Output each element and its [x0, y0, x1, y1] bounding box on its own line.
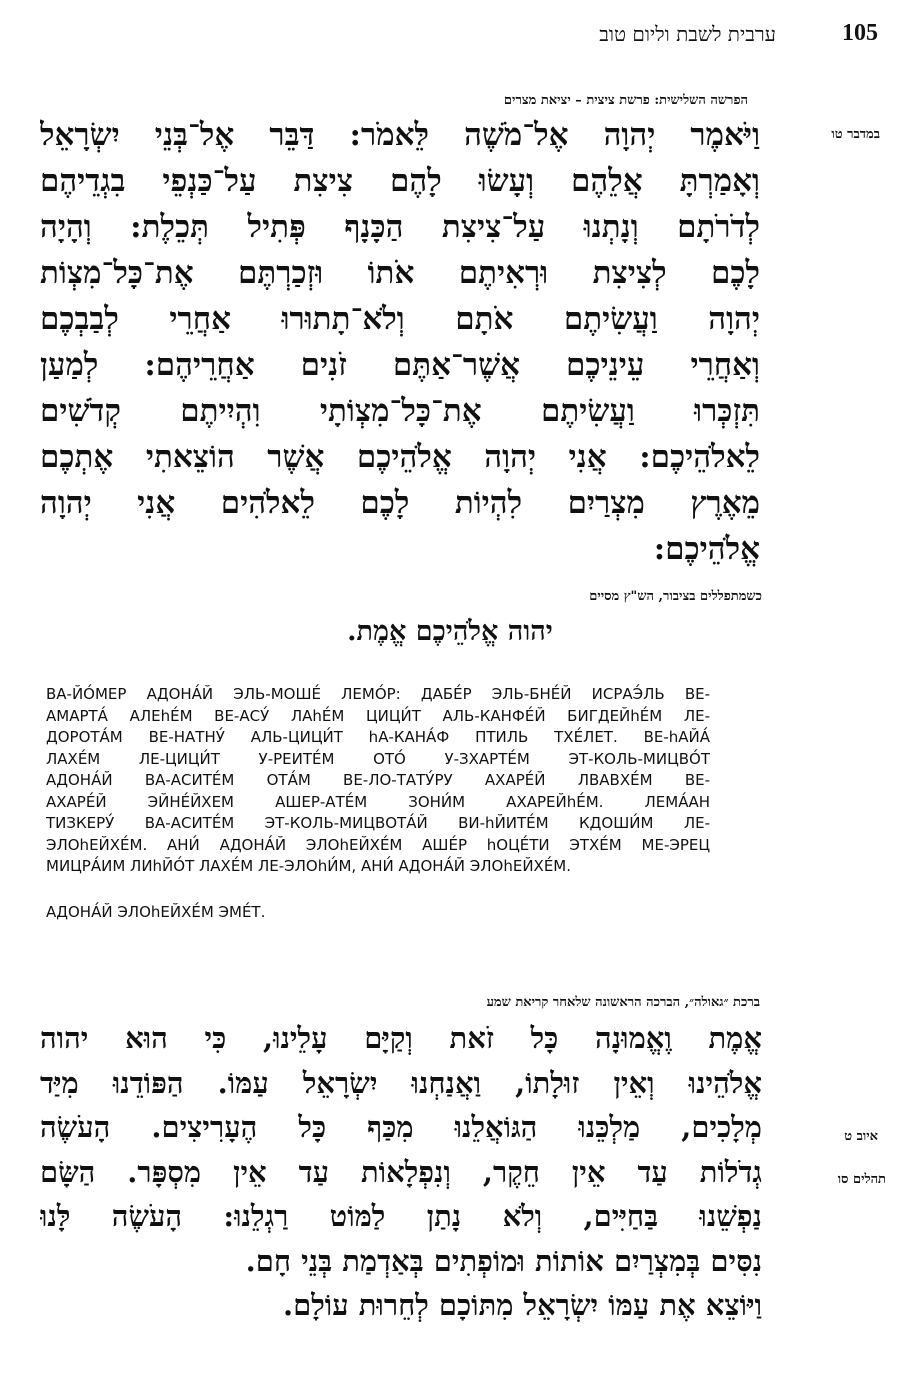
text-line: אֱלֹהֵיכֶם: — [653, 531, 760, 567]
translit-line: ЭЛОhЕЙХЕ́М. АНИ́ АДОНА́Й ЭЛОhЕЙХЕ́М АШЕ́Р hОЦЕ́ТИ ЭТХЕ́М МЕ-ЭРЕЦ — [46, 835, 710, 854]
text-line: נִסִּים בְּמִצְרַיִם אוֹתוֹת וּמוֹפְתִים בְּאַדְמַת בְּנֵי חָם. — [245, 1243, 762, 1278]
translit-amen-line: АДОНА́Й ЭЛОhЕЙХЕ́М ЭМЕ́Т. — [46, 903, 266, 921]
text-line: גְדֹלוֹת עַד אֵין חֵקֶר, וְנִפְלָאוֹת עַד אֵין מִסְפָּר. הַשָּׂם — [40, 1154, 762, 1189]
text-line: וַיֹּאמֶר יְהוָה אֶל־מֹשֶׁה לֵּאמֹר: דַּבֵּר אֶל־בְּנֵי יִשְׂרָאֵל — [40, 117, 760, 153]
section-heading: הפרשה השלישית: פרשת ציצית – יציאת מצרים — [503, 93, 748, 108]
text-line: יְהוָה וַעֲשִׂיתֶם אֹתָם וְלֹא־תָתוּרוּ אַחֲרֵי לְבַבְכֶם — [40, 301, 760, 337]
text-line: לֵאלֹהֵיכֶם: אֲנִי יְהוָה אֱלֹהֵיכֶם אֲשֶׁר הוֹצֵאתִי אֶתְכֶם — [40, 439, 760, 475]
translit-line: АХАРЕ́Й ЭЙНЕ́ЙХЕМ АШЕР-АТЕ́М ЗОНИ́М АХАРЕЙhЕ́М. ЛЕМА́АН — [46, 792, 710, 811]
margin-reference: במדבר טו — [831, 127, 880, 142]
page-header — [40, 14, 886, 50]
translit-line: МИЦРА́ИМ ЛИhЙО́Т ЛАХЕ́М ЛЕ-ЭЛОhИ́М, АНИ́ АДОНА́Й ЭЛОhЕЙХЕ́М. — [46, 857, 572, 875]
hebrew-passage-tzitzit — [40, 112, 760, 572]
text-line: וְאָמַרְתָּ אֲלֵהֶם וְעָשׂוּ לָהֶם צִיצִת עַל־כַּנְפֵי בִגְדֵיהֶם — [40, 163, 760, 199]
section-heading-geulah: ברכת ״גאולה״, הברכה הראשונה שלאחר קריאת שמע — [486, 995, 760, 1010]
congregation-instruction: כשמתפללים בציבור, הש"ץ מסיים — [589, 589, 762, 604]
text-line: אֱמֶת וֶאֱמוּנָה כָּל זֹאת וְקַיָּם עָלֵינוּ, כִּי הוּא יהוה — [40, 1021, 762, 1055]
text-line: נַפְשֵׁנוּ בַּחַיִּים, וְלֹא נָתַן לַמּוֹט רַגְלֵנוּ: הָעֹשֶׂה לָּנוּ — [40, 1199, 762, 1233]
closing-response: יהוה אֱלֹהֵיכֶם אֱמֶת. — [347, 616, 553, 647]
text-line: מֵאֶרֶץ מִצְרַיִם לִהְיוֹת לָכֶם לֵאלֹהִים אֲנִי יְהוָה — [40, 485, 760, 521]
text-line: אֱלֹהֵינוּ וְאֵין זוּלָתוֹ, וַאֲנַחְנוּ יִשְׂרָאֵל עַמּוֹ. הַפּוֹדֵנוּ מִיַּד — [40, 1065, 762, 1100]
hebrew-passage-emet — [40, 1016, 762, 1328]
translit-line: АМАРТА́ АЛЕhЕ́М ВЕ-АСУ́ ЛАhЕ́М ЦИЦИ́Т АЛЬ-КАНФЕ́Й БИГДЕЙhЕ́М ЛЕ- — [46, 706, 710, 725]
margin-reference-iyov: איוב ט — [844, 1129, 878, 1144]
russian-transliteration — [46, 684, 710, 878]
translit-line: АДОНА́Й ВА-АСИТЕ́М ОТА́М ВЕ-ЛО-ТАТУ́РУ АХАРЕ́Й ЛВАВХЕ́М ВЕ- — [46, 771, 710, 789]
text-line: תִּזְכְּרוּ וַעֲשִׂיתֶם אֶת־כָּל־מִצְוֹתָי וִהְיִיתֶם קְדֹשִׁים — [40, 393, 760, 429]
text-line: לְדֹרֹתָם וְנָתְנוּ עַל־צִיצִת הַכָּנָף פְּתִיל תְּכֵלֶת: וְהָיָה — [40, 209, 760, 245]
translit-line: ЛАХЕ́М ЛЕ-ЦИЦИ́Т У-РЕИТЕ́М ОТО́ У-ЗХАРТЕ́М ЭТ-КОЛЬ-МИЦВО́Т — [46, 749, 710, 768]
translit-line: ВА-ЙО́МЕР АДОНА́Й ЭЛЬ-МОШЕ́ ЛЕМО́Р: ДАБЕ́Р ЭЛЬ-БНЕ́Й ИСРАЭ́ЛЬ ВЕ- — [46, 685, 710, 703]
margin-reference-tehillim: תהלים סו — [837, 1172, 886, 1187]
text-line: לָכֶם לְצִיצִת וּרְאִיתֶם אֹתוֹ וּזְכַרְתֶּם אֶת־כָּל־מִצְוֹת — [40, 255, 760, 291]
text-line: וְאַחֲרֵי עֵינֵיכֶם אֲשֶׁר־אַתֶּם זֹנִים אַחֲרֵיהֶם: לְמַעַן — [40, 347, 760, 383]
running-title: ערבית לשבת וליום טוב — [599, 22, 776, 46]
page-number: 105 — [842, 20, 878, 46]
translit-line: ДОРОТА́М ВЕ-НАТНУ́ АЛЬ-ЦИЦИ́Т hА-КАНА́Ф ПТИЛЬ ТХЕ́ЛЕТ. ВЕ-hАЙА́ — [46, 728, 710, 746]
translit-line: ТИЗКЕРУ́ ВА-АСИТЕ́М ЭТ-КОЛЬ-МИЦВОТА́Й ВИ-hЙИТЕ́М КДОШИ́М ЛЕ- — [46, 814, 710, 832]
text-line: מְלָכִים, מַלְכֵּנוּ הַגּוֹאֲלֵנוּ מִכַּף כָּל הֶעָרִיצִים. הָעֹשֶׂה — [40, 1110, 762, 1144]
text-line: וַיּוֹצֵא אֶת עַמּוֹ יִשְׂרָאֵל מִתּוֹכָם לְחֵרוּת עוֹלָם. — [283, 1288, 762, 1322]
